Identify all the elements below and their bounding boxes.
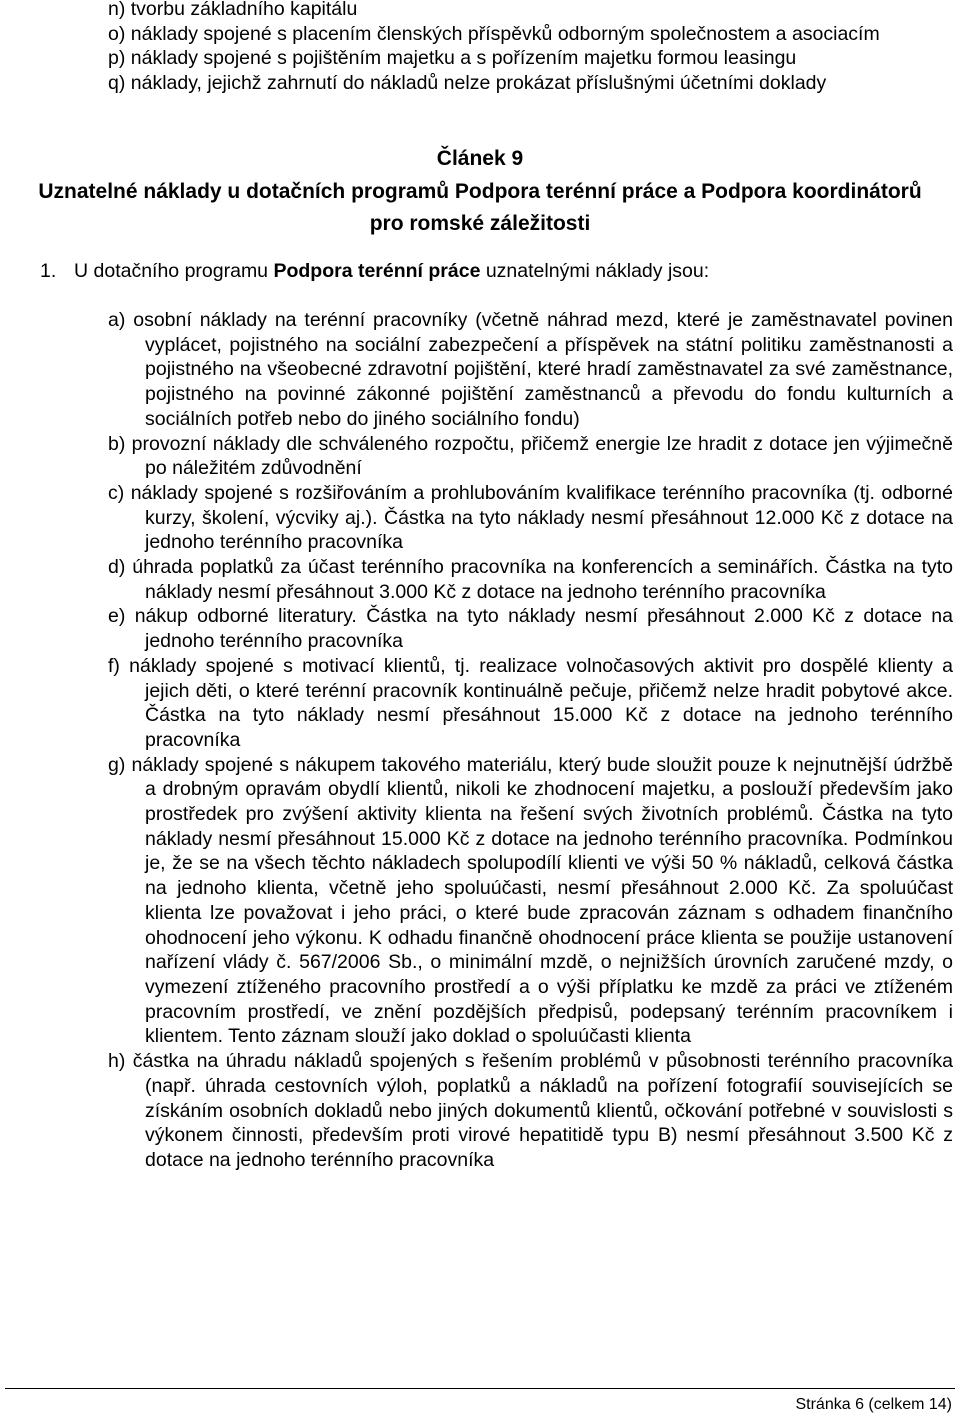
section-intro	[40, 258, 709, 284]
page-number: Stránka 6 (celkem 14)	[795, 1396, 952, 1413]
list-item-c: c) náklady spojené s rozšiřováním a prohlubováním kvalifikace terénního pracovníka (tj. odborné kurzy, školení, výcviky aj.). Částka na tyto náklady nesmí přesáhnout 12.000 Kč z dotace na jednoho terénního pracovníka	[108, 481, 953, 554]
footer-divider	[5, 1388, 955, 1389]
list-item-g: g) náklady spojené s nákupem takového materiálu, který bude sloužit pouze k nejnutnější údržbě a drobným opravám obydlí klientů, nikoli ke zhodnocení majetku, a poslouží především jako prostředek pro zvýšení aktivity klienta na řešení svých životních problémů. Částka na tyto náklady nesmí přesáhnout 15.000 Kč z dotace na jednoho terénního pracovníka. Podmínkou je, že se na všech těchto nákladech spolupodílí klienti ve výši 50 % nákladů, celková částka na jednoho klienta, včetně jeho spoluúčasti, nesmí přesáhnout 2.000 Kč. Za spoluúčast klienta lze považovat i jeho práci, o které bude zpracován záznam s odhadem finančního ohodnocení jeho výkonu. K odhadu finančně ohodnocení práce klienta se použije ustanovení nařízení vlády č. 567/2006 Sb., o minimální mzdě, o nejnižších úrovních zaručené mzdy, o vymezení ztíženého pracovního prostředí a o výši příplatku ke mzdě za práci ve ztíženém pracovním prostředí, ve znění pozdějších předpisů, podepsaný terénním pracovníkem i klientem. Tento záznam slouží jako doklad o spoluúčasti klienta	[108, 753, 953, 1048]
section-text-after: uznatelnými náklady jsou:	[480, 260, 710, 282]
list-item-h: h) částka na úhradu nákladů spojených s řešením problémů v působnosti terénního pracovníka (např. úhrada cestovních výloh, poplatků a nákladů na pořízení fotografií souvisejících se získáním osobních dokladů nebo jiných dokumentů klientů, očkování potřebné v souvislosti s výkonem činnosti, především proti virové hepatitidě typu B) nesmí přesáhnout 3.500 Kč z dotace na jednoho terénního pracovníka	[108, 1050, 953, 1171]
eligible-costs-list	[108, 308, 953, 1173]
list-item-f: f) náklady spojené s motivací klientů, tj. realizace volnočasových aktivit pro dospělé klienty a jejich děti, o které terénní pracovník kontinuálně pečuje, přičemž nelze hradit pobytové akce. Částka na tyto náklady nesmí přesáhnout 15.000 Kč z dotace na jednoho terénního pracovníka	[108, 654, 953, 751]
list-item: p) náklady spojené s pojištěním majetku a s pořízením majetku formou leasingu	[108, 47, 797, 70]
list-item-d: d) úhrada poplatků za účast terénního pracovníka na konferencích a seminářích. Částka na tyto náklady nesmí přesáhnout 3.000 Kč z dotace na jednoho terénního pracovníka	[108, 556, 953, 603]
section-program-name: Podpora terénní práce	[273, 260, 481, 282]
list-item: n) tvorbu základního kapitálu	[108, 0, 358, 20]
article-title-text: Uznatelné náklady u dotačních programů Podpora terénní práce a Podpora koordinátorů pro romské záležitosti	[38, 180, 922, 235]
section-text-before: U dotačního programu	[74, 260, 274, 282]
list-item-b: b) provozní náklady dle schváleného rozpočtu, přičemž energie lze hradit z dotace jen výjimečně po náležitém zdůvodnění	[108, 432, 953, 480]
list-item: o) náklady spojené s placením členských příspěvků odborným společnostem a asociacím	[108, 22, 880, 45]
top-list	[108, 0, 953, 96]
article-title	[0, 176, 960, 240]
list-item: q) náklady, jejichž zahrnutí do nákladů nelze prokázat příslušnými účetními doklady	[108, 72, 827, 95]
article-number: Článek 9	[436, 147, 524, 170]
list-item-e: e) nákup odborné literatury. Částka na tyto náklady nesmí přesáhnout 2.000 Kč z dotace na jednoho terénního pracovníka	[108, 605, 953, 653]
list-item-a: a) osobní náklady na terénní pracovníky (včetně náhrad mezd, které je zaměstnavatel povinen vyplácet, pojistného na sociální zabezpečení a příspěvek na státní politiku zaměstnanosti a pojistného na všeobecné zdravotní pojištění, které hradí zaměstnavatel za své zaměstnance, pojistného na povinné zákonné pojištění zaměstnanců a převodu do fondu kulturních a sociálních potřeb nebo do jiného sociálního fondu)	[108, 309, 953, 430]
section-number: 1.	[40, 260, 57, 282]
